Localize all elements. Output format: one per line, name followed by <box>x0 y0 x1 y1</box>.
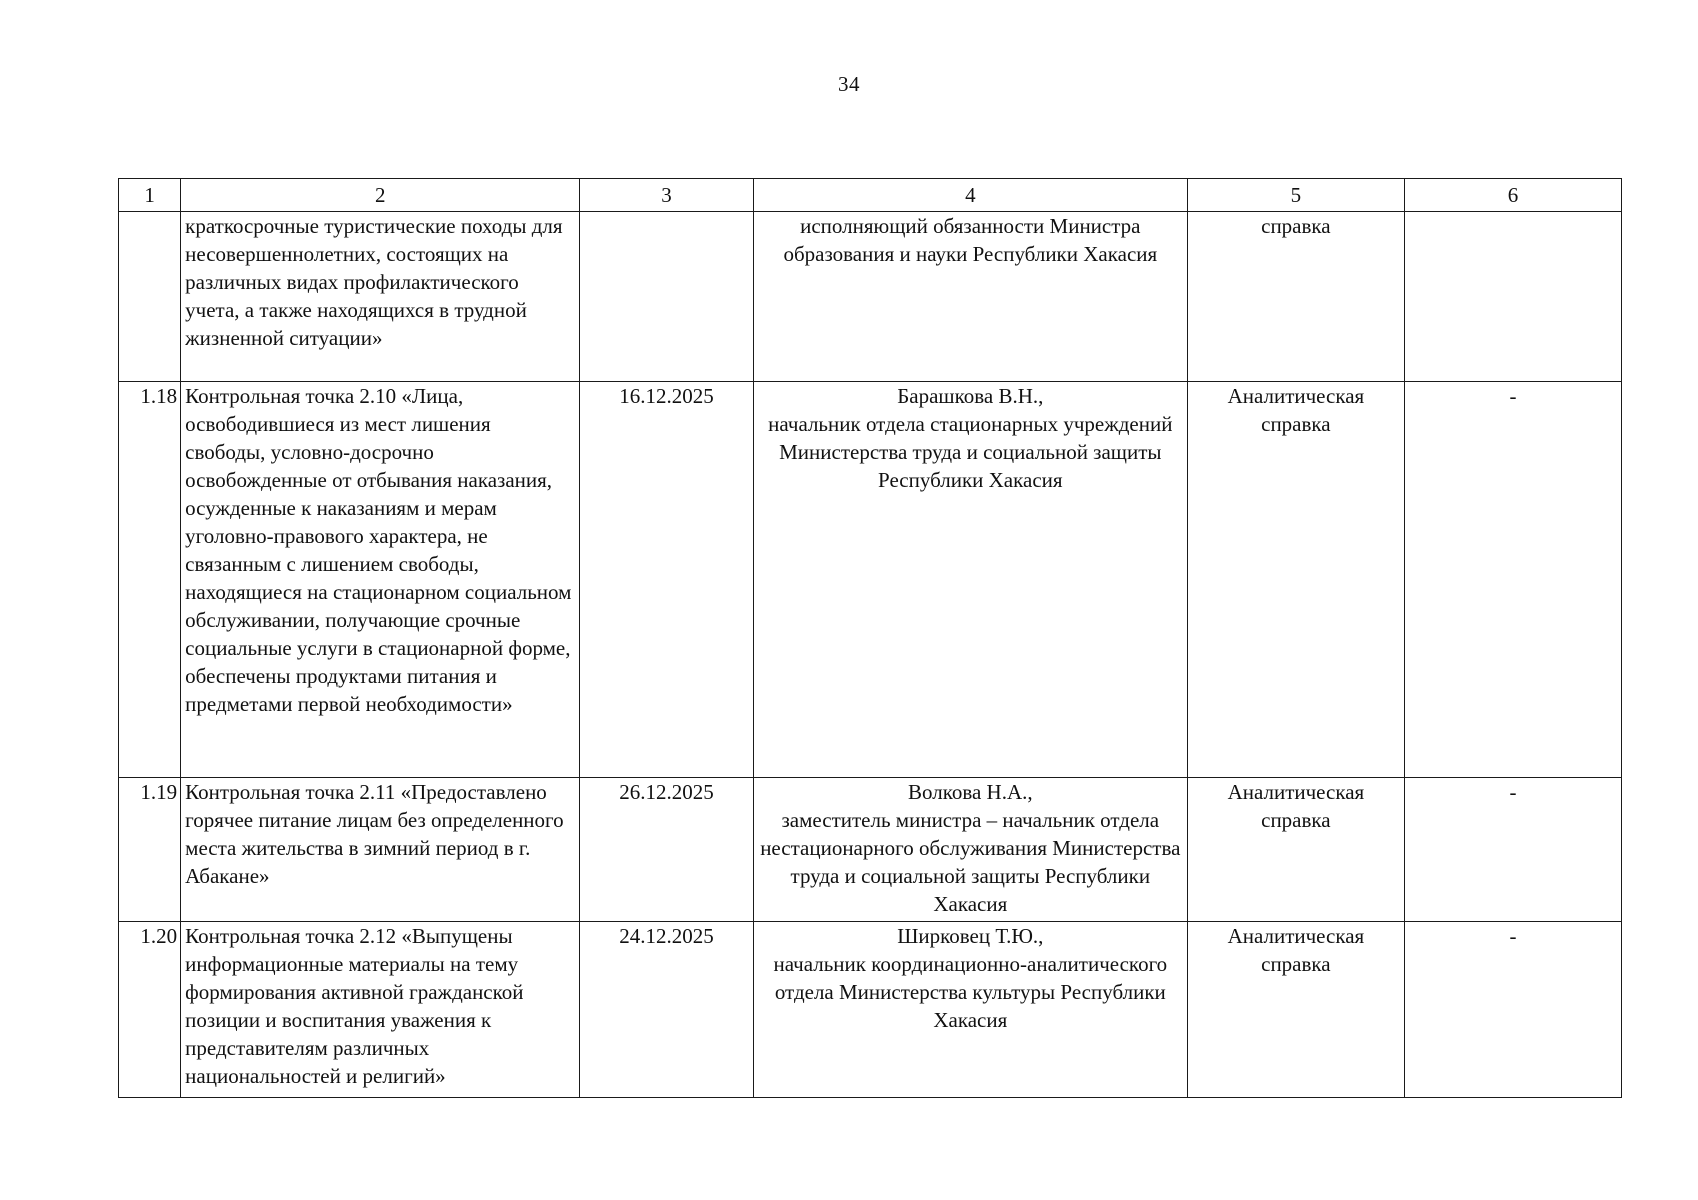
column-header-1: 1 <box>119 179 181 212</box>
responsible-name: Барашкова В.Н., <box>897 384 1044 408</box>
column-header-5: 5 <box>1187 179 1404 212</box>
row-description: Контрольная точка 2.12 «Выпущены информационные материалы на тему формирования активной гражданской позиции и воспитания уважения к представителям различных национальностей и религий» <box>181 922 580 1098</box>
responsible-position: начальник координационно-аналитического отдела Министерства культуры Республики Хакасия <box>773 952 1168 1032</box>
table-row <box>119 382 1622 778</box>
row-note: - <box>1404 922 1621 1098</box>
column-header-6: 6 <box>1404 179 1621 212</box>
row-date: 26.12.2025 <box>580 778 753 922</box>
responsible-name: Волкова Н.А., <box>907 780 1033 804</box>
responsible-position: заместитель министра – начальник отдела нестационарного обслуживания Министерства труда и социальной защиты Республики Хакасия <box>760 808 1181 916</box>
row-description: Контрольная точка 2.10 «Лица, освободившиеся из мест лишения свободы, условно-досрочно освобожденные от отбывания наказания, осужденные к наказаниям и мерам уголовно-правового характера, не связанным с лишением свободы, находящиеся на стационарном социальном обслуживании, получающие срочные социальные услуги в стационарной форме, обеспечены продуктами питания и предметами первой необходимости» <box>181 382 580 778</box>
row-document: Аналитическая справка <box>1187 778 1404 922</box>
row-note: - <box>1404 778 1621 922</box>
responsible-position: исполняющий обязанности Министра образования и науки Республики Хакасия <box>783 214 1158 266</box>
row-number <box>119 212 181 382</box>
row-document: Аналитическая справка <box>1187 382 1404 778</box>
row-note <box>1404 212 1621 382</box>
responsible-position: начальник отдела стационарных учреждений Министерства труда и социальной защиты Республики Хакасия <box>768 412 1173 492</box>
row-date <box>580 212 753 382</box>
row-document: справка <box>1187 212 1404 382</box>
row-number: 1.18 <box>119 382 181 778</box>
row-responsible <box>753 212 1187 382</box>
row-number: 1.20 <box>119 922 181 1098</box>
column-header-4: 4 <box>753 179 1187 212</box>
row-description: Контрольная точка 2.11 «Предоставлено горячее питание лицам без определенного места жительства в зимний период в г. Абакане» <box>181 778 580 922</box>
row-document: Аналитическая справка <box>1187 922 1404 1098</box>
column-header-3: 3 <box>580 179 753 212</box>
row-responsible <box>753 922 1187 1098</box>
column-header-2: 2 <box>181 179 580 212</box>
table-row <box>119 778 1622 922</box>
row-date: 24.12.2025 <box>580 922 753 1098</box>
row-responsible <box>753 778 1187 922</box>
table-row <box>119 922 1622 1098</box>
row-date: 16.12.2025 <box>580 382 753 778</box>
responsible-name: Ширковец Т.Ю., <box>897 924 1044 948</box>
row-note: - <box>1404 382 1621 778</box>
row-number: 1.19 <box>119 778 181 922</box>
table-header-row <box>119 179 1622 212</box>
table-row <box>119 212 1622 382</box>
plan-table <box>118 178 1622 1098</box>
page-number: 34 <box>838 72 860 96</box>
row-description: краткосрочные туристические походы для несовершеннолетних, состоящих на различных видах профилактического учета, а также находящихся в трудной жизненной ситуации» <box>181 212 580 382</box>
row-responsible <box>753 382 1187 778</box>
